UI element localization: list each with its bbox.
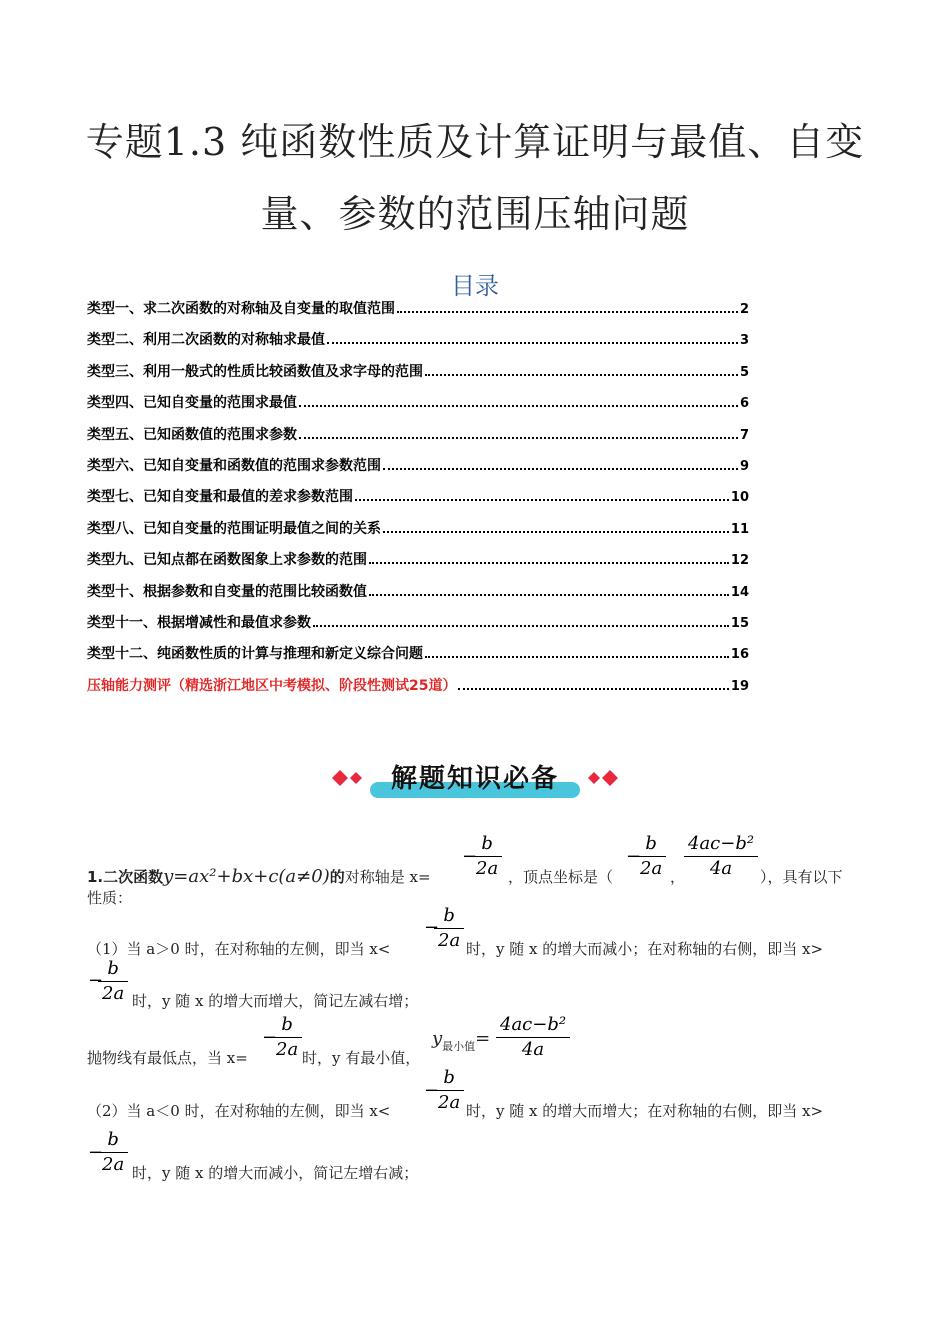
toc-entry[interactable]: 类型七、已知自变量和最值的差求参数范围 10 <box>87 489 749 506</box>
diamond-icon <box>584 770 618 786</box>
para-4-line-1b: 时，y 随 x 的增大而增大；在对称轴的右侧，即当 x> <box>466 1102 824 1120</box>
para-4-line-1a: （2）当 a＜0 时，在对称轴的左侧，即当 x< <box>87 1102 391 1120</box>
para-2-line-2: 时，y 随 x 的增大而增大，简记左减右增； <box>132 992 419 1010</box>
section-banner <box>330 752 620 804</box>
comma: ， <box>670 868 686 886</box>
toc-entry[interactable]: 类型十、根据参数和自变量的范围比较函数值 14 <box>87 583 749 600</box>
minus-sign: − <box>88 1142 104 1163</box>
minus-sign: − <box>462 846 478 867</box>
fraction-b-over-2a: $\frac{b}{2a}$ <box>434 904 464 953</box>
toc-entry[interactable]: 类型一、求二次函数的对称轴及自变量的取值范围 2 <box>87 301 749 317</box>
fraction-4ac-b2-over-4a: $\frac{\text{4ac−b²}}{4a}$ <box>496 1013 570 1062</box>
fraction-b-over-2a: $\frac{b}{2a}$ <box>98 957 128 1006</box>
toc-entry[interactable]: 类型十二、纯函数性质的计算与推理和新定义综合问题 16 <box>87 646 749 663</box>
minus-sign: − <box>88 970 104 991</box>
minus-sign: − <box>424 1080 440 1101</box>
diamond-icon <box>332 770 366 786</box>
toc-entry[interactable]: 类型二、利用二次函数的对称轴求最值 3 <box>87 332 749 349</box>
title-line-2: 量、参数的范围压轴问题 <box>260 192 690 236</box>
toc-entry-assessment[interactable]: 压轴能力测评（精选浙江地区中考模拟、阶段性测试25道） 19 <box>87 677 749 694</box>
para-1-tail: ），具有以下 <box>760 868 843 886</box>
fraction-b-over-2a: $\frac{b}{2a}$ <box>636 832 666 881</box>
para-1-line-2: 性质： <box>87 889 133 907</box>
toc-entry[interactable]: 类型六、已知自变量和函数值的范围求参数范围 9 <box>87 457 749 474</box>
quadratic-formula: y=ax²+bx+c(a≠0) <box>163 866 330 887</box>
y-min-label: $y_{最小值}=$ <box>432 1028 491 1053</box>
minus-sign: − <box>424 917 440 938</box>
fraction-b-over-2a: $\frac{b}{2a}$ <box>98 1128 128 1177</box>
toc-entry[interactable]: 类型三、利用一般式的性质比较函数值及求字母的范围 5 <box>87 363 749 380</box>
para-3-line-b: 时，y 有最小值， <box>302 1049 421 1067</box>
title-line-1: 专题1.3 纯函数性质及计算证明与最值、自变 <box>85 120 865 164</box>
para-3-line-a: 抛物线有最低点，当 x= <box>87 1049 248 1067</box>
toc-entry[interactable]: 类型九、已知点都在函数图象上求参数的范围 12 <box>87 552 749 569</box>
para-2-line-1a: （1）当 a＞0 时，在对称轴的左侧，即当 x< <box>87 940 391 958</box>
toc-entry[interactable]: 类型四、已知自变量的范围求最值 6 <box>87 395 749 412</box>
minus-sign: − <box>262 1027 278 1048</box>
para-2-line-1b: 时，y 随 x 的增大而减小；在对称轴的右侧，即当 x> <box>466 940 824 958</box>
fraction-b-over-2a: $\frac{b}{2a}$ <box>434 1066 464 1115</box>
toc-entry[interactable]: 类型五、已知函数值的范围求参数 7 <box>87 426 749 443</box>
toc-heading: 目录 <box>451 272 499 300</box>
minus-sign: − <box>626 846 642 867</box>
fraction-b-over-2a: $\frac{b}{2a}$ <box>472 832 502 881</box>
para-4-line-2: 时，y 随 x 的增大而减小，简记左增右减； <box>132 1164 419 1182</box>
toc-entry[interactable]: 类型十一、根据增减性和最值求参数 15 <box>87 614 749 631</box>
document-title <box>70 106 880 250</box>
para-1-line-1: 1.二次函数y=ax²+bx+c(a≠0)的对称轴是 x= <box>87 866 431 887</box>
fraction-b-over-2a: $\frac{b}{2a}$ <box>272 1013 302 1062</box>
banner-title: 解题知识必备 <box>390 764 559 794</box>
fraction-4ac-b2-over-4a: $\frac{\text{4ac−b²}}{4a}$ <box>684 832 758 881</box>
table-of-contents <box>87 298 749 706</box>
toc-entry[interactable]: 类型八、已知自变量的范围证明最值之间的关系 11 <box>87 520 749 537</box>
para-1-vertex-label: ，顶点坐标是（ <box>508 868 614 886</box>
